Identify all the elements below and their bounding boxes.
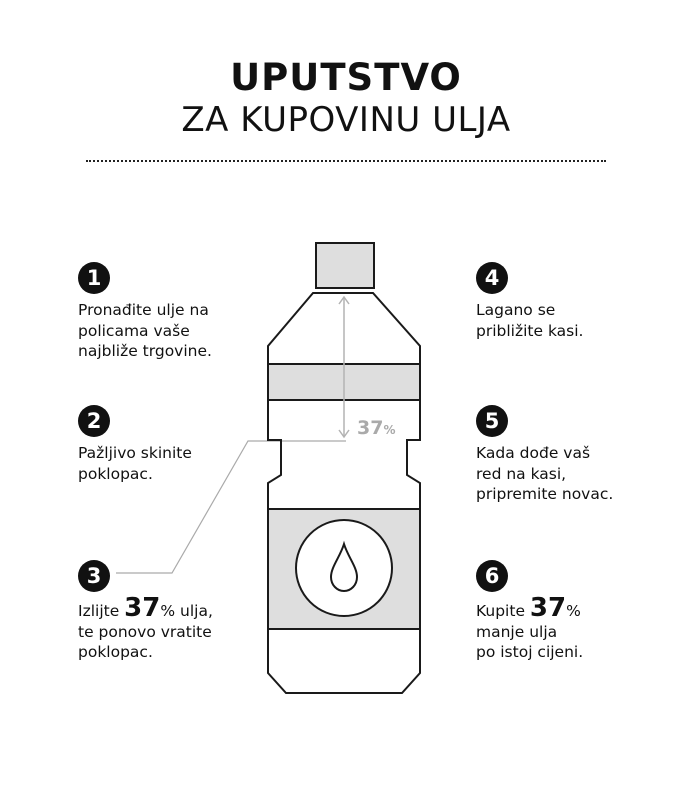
- step-6-line-3: po istoj cijeni.: [476, 643, 584, 661]
- step-3-big-number: 37: [124, 593, 161, 623]
- step-4-number: 4: [476, 262, 508, 294]
- step-5-line-2: red na kasi,: [476, 464, 567, 483]
- step-6-text: [476, 593, 584, 663]
- step-3-line-1: [78, 593, 213, 623]
- step-2: [78, 405, 192, 484]
- step-1-line-3: najbliže trgovine.: [78, 342, 212, 360]
- step-3-line-3: poklopac.: [78, 643, 153, 661]
- step-1-text: [78, 300, 212, 362]
- step-3-number: 3: [78, 560, 110, 592]
- step-3: [78, 560, 213, 663]
- step-5-line-3: pripremite novac.: [476, 485, 614, 503]
- step-3-line-2: te ponovo vratite: [78, 622, 212, 641]
- step-4-line-1: Lagano se: [476, 301, 556, 319]
- step-1-number: 1: [78, 262, 110, 294]
- svg-text:37%: [357, 417, 395, 439]
- step-4-text: [476, 300, 583, 341]
- step-6-number: 6: [476, 560, 508, 592]
- step-3-prefix: Izlijte: [78, 602, 125, 620]
- step-6-line-1: [476, 593, 583, 623]
- step-1-line-2: policama vaše: [78, 321, 190, 340]
- step-4: [476, 262, 583, 341]
- page-title: UPUTSTVO: [230, 56, 462, 99]
- step-2-number: 2: [78, 405, 110, 437]
- step-5-number: 5: [476, 405, 508, 437]
- page-subtitle: ZA KUPOVINU ULJA: [181, 100, 511, 140]
- step-6: [476, 560, 583, 663]
- step-1: [78, 262, 212, 362]
- step-6-suffix: %: [566, 602, 581, 620]
- step-6-line-2: manje ulja: [476, 622, 558, 641]
- step-2-line-1: Pažljivo skinite: [78, 444, 192, 462]
- step-5-line-1: Kada dođe vaš: [476, 444, 591, 462]
- step-2-line-2: poklopac.: [78, 464, 153, 483]
- step-6-prefix: Kupite: [476, 602, 530, 620]
- step-3-text: [78, 593, 213, 663]
- step-4-line-2: približite kasi.: [476, 321, 584, 340]
- step-5-text: [476, 443, 613, 505]
- drop-circle: [296, 520, 392, 616]
- step-5: [476, 405, 613, 505]
- step-3-suffix: % ulja,: [160, 602, 213, 620]
- step-6-big-number: 37: [529, 593, 567, 623]
- measure-unit: %: [383, 423, 396, 437]
- step-2-text: [78, 443, 192, 484]
- step-1-line-1: Pronađite ulje na: [78, 301, 209, 319]
- bottle-cap: [316, 243, 374, 288]
- measure-value: 37: [357, 417, 384, 439]
